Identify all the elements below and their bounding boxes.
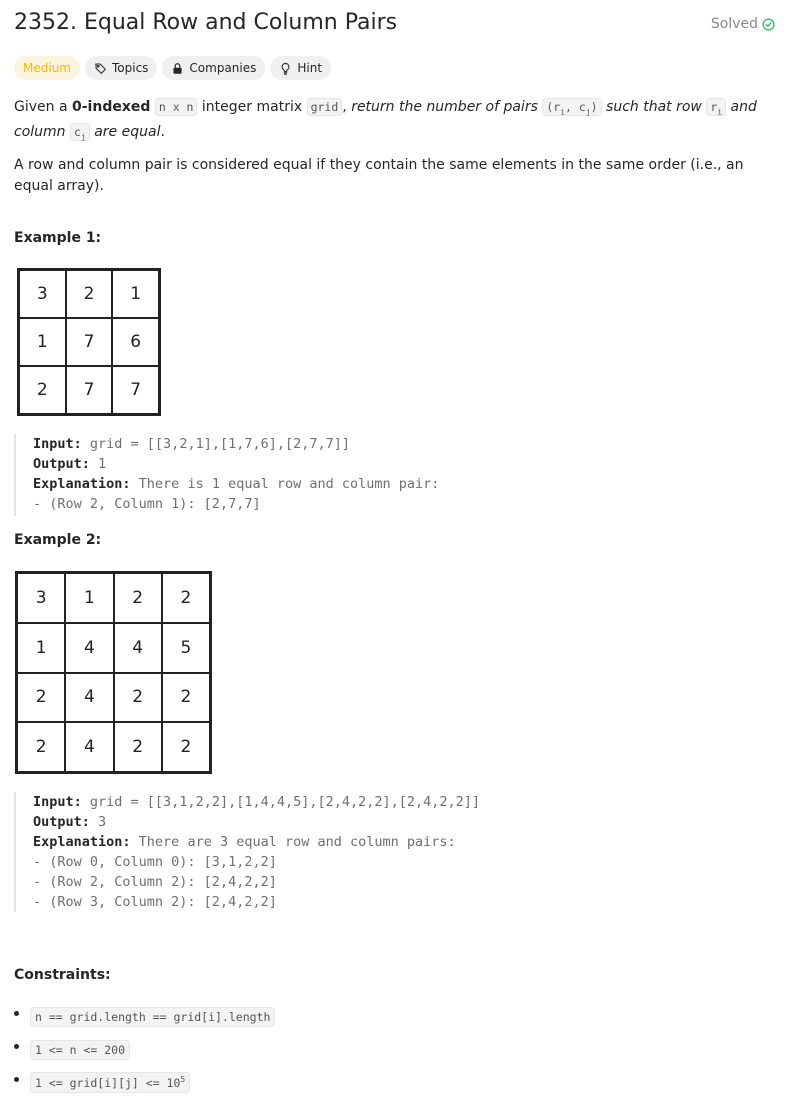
- grid-cell: 7: [112, 366, 159, 414]
- description-paragraph-1: Given a 0-indexed n x n integer matrix grid , return the number of pairs ($r_i$, $c_j$) such that row $r_i$ and column $c_j$ are equal.: [14, 99, 757, 142]
- grid-cell: 2: [114, 573, 162, 623]
- explanation-detail: - (Row 0, Column 0): [3,1,2,2]: [33, 854, 277, 870]
- explanation-detail: - (Row 2, Column 2): [2,4,2,2]: [33, 874, 277, 890]
- grid-cell: 2: [17, 673, 65, 723]
- example-2-block: [14, 792, 480, 912]
- code-pair: ($r_i$, $c_j$): [542, 98, 601, 116]
- grid-cell: 2: [66, 270, 113, 318]
- constraint-code: n == grid.length == grid[i].length: [30, 1007, 275, 1027]
- input-label: Input:: [33, 436, 82, 452]
- grid-cell: 2: [19, 366, 66, 414]
- grid-cell: 3: [19, 270, 66, 318]
- output-value: 1: [89, 456, 107, 472]
- output-value: 3: [89, 814, 107, 830]
- grid-cell: 4: [65, 722, 113, 772]
- list-item: [14, 1033, 275, 1066]
- grid-cell: 5: [162, 623, 210, 673]
- list-item: [14, 1066, 275, 1099]
- grid-cell: 7: [66, 366, 113, 414]
- explanation-label: Explanation:: [33, 476, 131, 492]
- difficulty-badge: [14, 56, 80, 80]
- example-1-heading: Example 1:: [14, 230, 102, 246]
- explanation-detail: - (Row 3, Column 2): [2,4,2,2]: [33, 894, 277, 910]
- code-col-cj: $c_j$: [70, 123, 90, 141]
- grid-cell: 1: [112, 270, 159, 318]
- grid-cell: 2: [162, 673, 210, 723]
- constraint-code: 1 <= n <= 200: [30, 1040, 130, 1060]
- constraint-code: 1 <= grid[i][j] <= $10^5$: [30, 1072, 190, 1093]
- grid-cell: 2: [17, 722, 65, 772]
- input-value: grid = [[3,1,2,2],[1,4,4,5],[2,4,2,2],[2,4,2,2]]: [81, 794, 481, 810]
- grid-cell: 4: [65, 673, 113, 723]
- companies-tag[interactable]: [162, 56, 265, 80]
- input-value: grid = [[3,2,1],[1,7,6],[2,7,7]]: [81, 436, 350, 452]
- hint-label: Hint: [297, 61, 323, 75]
- code-row-ri: $r_i$: [706, 98, 726, 116]
- grid-cell: 2: [162, 573, 210, 623]
- grid-cell: 6: [112, 318, 159, 366]
- input-label: Input:: [33, 794, 82, 810]
- code-nxn: n x n: [155, 98, 198, 116]
- grid-cell: 2: [162, 722, 210, 772]
- lightbulb-icon: [279, 62, 292, 75]
- grid-cell: 1: [19, 318, 66, 366]
- difficulty-label: Medium: [23, 61, 71, 75]
- example-1-block: [14, 434, 439, 516]
- grid-cell: 2: [114, 722, 162, 772]
- output-label: Output:: [33, 814, 90, 830]
- description-paragraph-2: A row and column pair is considered equal if they contain the same elements in the same order (i.e., an equal array).: [14, 157, 744, 194]
- grid-cell: 7: [66, 318, 113, 366]
- solved-status: [711, 16, 775, 32]
- solved-label: Solved: [710, 16, 758, 32]
- example-2-heading: Example 2:: [14, 532, 102, 548]
- explanation-value: There is 1 equal row and column pair:: [130, 476, 440, 492]
- explanation-label: Explanation:: [33, 834, 131, 850]
- code-grid: grid: [307, 98, 343, 116]
- grid-cell: 1: [65, 573, 113, 623]
- grid-cell: 2: [114, 673, 162, 723]
- problem-title: 2352. Equal Row and Column Pairs: [14, 10, 398, 35]
- example-1-grid-image: [17, 268, 161, 416]
- companies-label: Companies: [189, 61, 257, 75]
- grid-cell: 4: [65, 623, 113, 673]
- constraints-heading: Constraints:: [14, 967, 111, 983]
- lock-icon: [171, 62, 184, 75]
- explanation-value: There are 3 equal row and column pairs:: [130, 834, 456, 850]
- topics-tag[interactable]: [85, 56, 157, 80]
- output-label: Output:: [33, 456, 90, 472]
- example-2-grid-image: [15, 571, 212, 774]
- tag-icon: [94, 62, 107, 75]
- grid-cell: 3: [17, 573, 65, 623]
- grid-cell: 1: [17, 623, 65, 673]
- topics-label: Topics: [111, 61, 149, 75]
- zero-indexed-emphasis: 0-indexed: [72, 99, 151, 115]
- list-item: [14, 1000, 275, 1033]
- constraints-list: [14, 1000, 275, 1099]
- grid-cell: 4: [114, 623, 162, 673]
- check-circle-icon: [762, 18, 775, 31]
- tag-bar: [14, 56, 331, 80]
- explanation-detail: - (Row 2, Column 1): [2,7,7]: [33, 496, 261, 512]
- hint-tag[interactable]: [270, 56, 331, 80]
